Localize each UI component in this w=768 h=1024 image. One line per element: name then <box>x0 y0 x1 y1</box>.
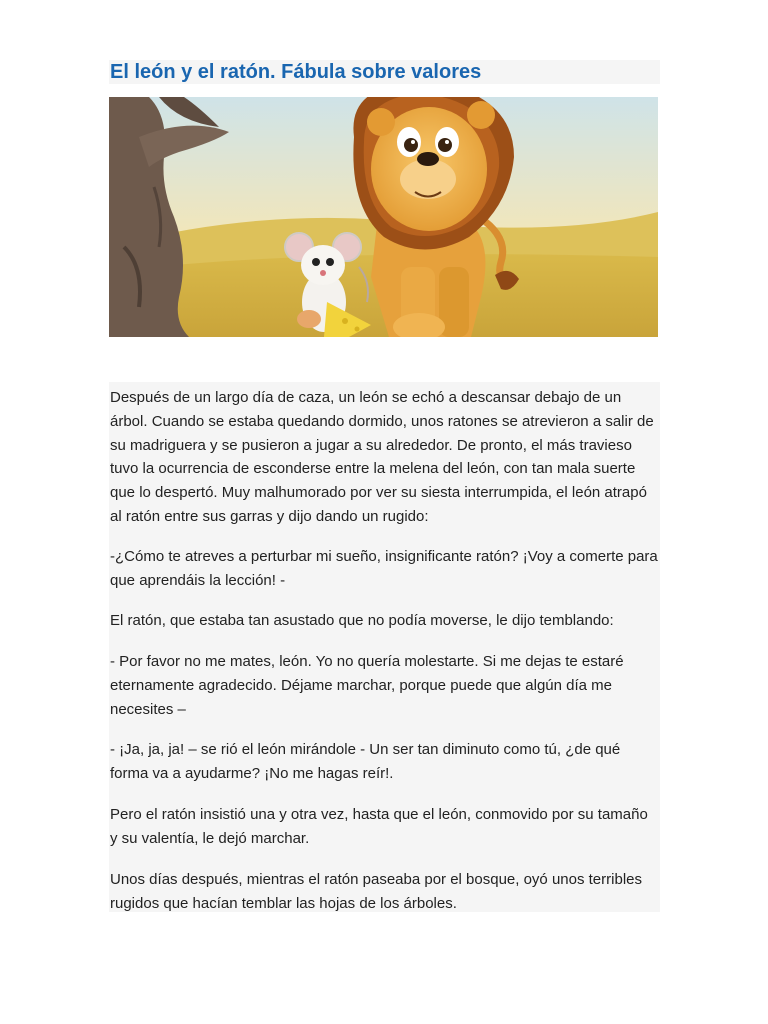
story-body <box>109 382 660 912</box>
title-bar <box>109 60 660 84</box>
story-paragraph: Pero el ratón insistió una y otra vez, hasta que el león, conmovido por su tamaño y su valentía, le dejó marchar. <box>110 806 648 847</box>
story-paragraph: -¿Cómo te atreves a perturbar mi sueño, insignificante ratón? ¡Voy a comerte para que aprendáis la lección! - <box>110 548 658 589</box>
page-title: El león y el ratón. Fábula sobre valores <box>110 61 482 83</box>
story-paragraph: - ¡Ja, ja, ja! – se rió el león mirándole - Un ser tan diminuto como tú, ¿de qué forma va a ayudarme? ¡No me hagas reír!. <box>110 741 621 782</box>
lion-and-mouse-illustration <box>109 97 658 337</box>
story-paragraph: Unos días después, mientras el ratón paseaba por el bosque, oyó unos terribles rugidos que hacían temblar las hojas de los árboles. <box>110 871 642 912</box>
story-paragraph: - Por favor no me mates, león. Yo no quería molestarte. Si me dejas te estaré eternamente agradecido. Déjame marchar, porque puede que algún día me necesites – <box>110 653 624 718</box>
story-paragraph: El ratón, que estaba tan asustado que no podía moverse, le dijo temblando: <box>110 612 614 629</box>
story-paragraph: Después de un largo día de caza, un león se echó a descansar debajo de un árbol. Cuando se estaba quedando dormido, unos ratones se atrevieron a salir de su madriguera y se pusieron a jugar a su alrededor. De pronto, el más travieso tuvo la ocurrencia de esconderse entre la melena del león, con tan mala suerte que lo despertó. Muy malhumorado por ver su siesta interrumpida, el león atrapó al ratón entre sus garras y dijo dando un rugido: <box>110 389 654 525</box>
